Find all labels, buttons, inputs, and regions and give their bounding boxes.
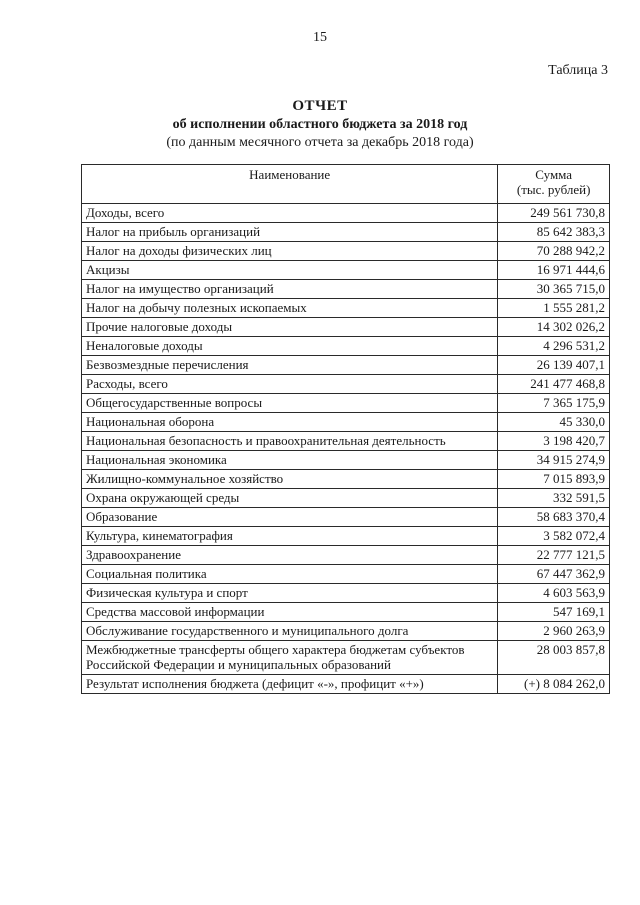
row-value: 7 015 893,9 bbox=[498, 470, 610, 489]
row-name: Прочие налоговые доходы bbox=[82, 318, 498, 337]
row-value: 4 603 563,9 bbox=[498, 584, 610, 603]
row-name: Доходы, всего bbox=[82, 204, 498, 223]
row-name: Национальная экономика bbox=[82, 451, 498, 470]
row-value: 22 777 121,5 bbox=[498, 546, 610, 565]
row-value: 45 330,0 bbox=[498, 413, 610, 432]
row-value: 28 003 857,8 bbox=[498, 641, 610, 675]
row-name: Безвозмездные перечисления bbox=[82, 356, 498, 375]
table-row bbox=[82, 261, 610, 280]
row-value: 67 447 362,9 bbox=[498, 565, 610, 584]
table-row bbox=[82, 318, 610, 337]
table-row bbox=[82, 204, 610, 223]
table-row-result bbox=[82, 675, 610, 694]
page-number: 15 bbox=[313, 30, 327, 45]
report-note: (по данным месячного отчета за декабрь 2018 года) bbox=[166, 135, 474, 150]
row-value: 30 365 715,0 bbox=[498, 280, 610, 299]
row-name: Общегосударственные вопросы bbox=[82, 394, 498, 413]
table-row bbox=[82, 394, 610, 413]
table-row bbox=[82, 375, 610, 394]
table-row bbox=[82, 565, 610, 584]
row-name: Жилищно-коммунальное хозяйство bbox=[82, 470, 498, 489]
table-row bbox=[82, 280, 610, 299]
row-name: Акцизы bbox=[82, 261, 498, 280]
row-name: Физическая культура и спорт bbox=[82, 584, 498, 603]
row-name: Межбюджетные трансферты общего характера бюджетам субъектов Российской Федерации и муниципальных образований bbox=[82, 641, 498, 675]
table-label: Таблица 3 bbox=[548, 63, 608, 78]
row-value: 16 971 444,6 bbox=[498, 261, 610, 280]
row-value: 14 302 026,2 bbox=[498, 318, 610, 337]
row-value: 34 915 274,9 bbox=[498, 451, 610, 470]
row-value: 26 139 407,1 bbox=[498, 356, 610, 375]
report-subtitle: об исполнении областного бюджета за 2018 год bbox=[172, 117, 468, 132]
table-row bbox=[82, 584, 610, 603]
row-name: Средства массовой информации bbox=[82, 603, 498, 622]
table-row bbox=[82, 299, 610, 318]
row-value: 85 642 383,3 bbox=[498, 223, 610, 242]
table-row bbox=[82, 413, 610, 432]
table-row bbox=[82, 356, 610, 375]
row-name: Расходы, всего bbox=[82, 375, 498, 394]
row-value: 2 960 263,9 bbox=[498, 622, 610, 641]
row-value: 70 288 942,2 bbox=[498, 242, 610, 261]
row-name: Здравоохранение bbox=[82, 546, 498, 565]
row-name: Налог на доходы физических лиц bbox=[82, 242, 498, 261]
row-name: Налог на прибыль организаций bbox=[82, 223, 498, 242]
row-value: 249 561 730,8 bbox=[498, 204, 610, 223]
table-row bbox=[82, 622, 610, 641]
table-row bbox=[82, 432, 610, 451]
row-name: Национальная оборона bbox=[82, 413, 498, 432]
row-value: 332 591,5 bbox=[498, 489, 610, 508]
report-title: ОТЧЕТ bbox=[292, 98, 348, 114]
report-title-block bbox=[0, 97, 640, 152]
row-value: 3 198 420,7 bbox=[498, 432, 610, 451]
header-sum bbox=[498, 165, 610, 204]
row-name: Образование bbox=[82, 508, 498, 527]
row-name: Неналоговые доходы bbox=[82, 337, 498, 356]
row-name: Налог на имущество организаций bbox=[82, 280, 498, 299]
row-value: 1 555 281,2 bbox=[498, 299, 610, 318]
row-name: Социальная политика bbox=[82, 565, 498, 584]
row-name: Охрана окружающей среды bbox=[82, 489, 498, 508]
row-value: 4 296 531,2 bbox=[498, 337, 610, 356]
table-row bbox=[82, 603, 610, 622]
table-row bbox=[82, 223, 610, 242]
row-value: 241 477 468,8 bbox=[498, 375, 610, 394]
table-row bbox=[82, 451, 610, 470]
table-row bbox=[82, 546, 610, 565]
table-row bbox=[82, 337, 610, 356]
table-row bbox=[82, 489, 610, 508]
table-row bbox=[82, 641, 610, 675]
table-row bbox=[82, 470, 610, 489]
row-name: Результат исполнения бюджета (дефицит «-», профицит «+») bbox=[82, 675, 498, 694]
row-name: Обслуживание государственного и муниципального долга bbox=[82, 622, 498, 641]
header-name: Наименование bbox=[82, 165, 498, 204]
row-value: 547 169,1 bbox=[498, 603, 610, 622]
table-row bbox=[82, 508, 610, 527]
header-sum-title: Сумма bbox=[535, 167, 573, 182]
row-name: Национальная безопасность и правоохранительная деятельность bbox=[82, 432, 498, 451]
row-value: 3 582 072,4 bbox=[498, 527, 610, 546]
row-name: Налог на добычу полезных ископаемых bbox=[82, 299, 498, 318]
row-value: 58 683 370,4 bbox=[498, 508, 610, 527]
budget-report-table bbox=[81, 164, 610, 694]
table-header-row bbox=[82, 165, 610, 204]
row-name: Культура, кинематография bbox=[82, 527, 498, 546]
table-row bbox=[82, 527, 610, 546]
header-sum-unit: (тыс. рублей) bbox=[516, 182, 591, 197]
table-row bbox=[82, 242, 610, 261]
row-value: 7 365 175,9 bbox=[498, 394, 610, 413]
row-value: (+) 8 084 262,0 bbox=[498, 675, 610, 694]
